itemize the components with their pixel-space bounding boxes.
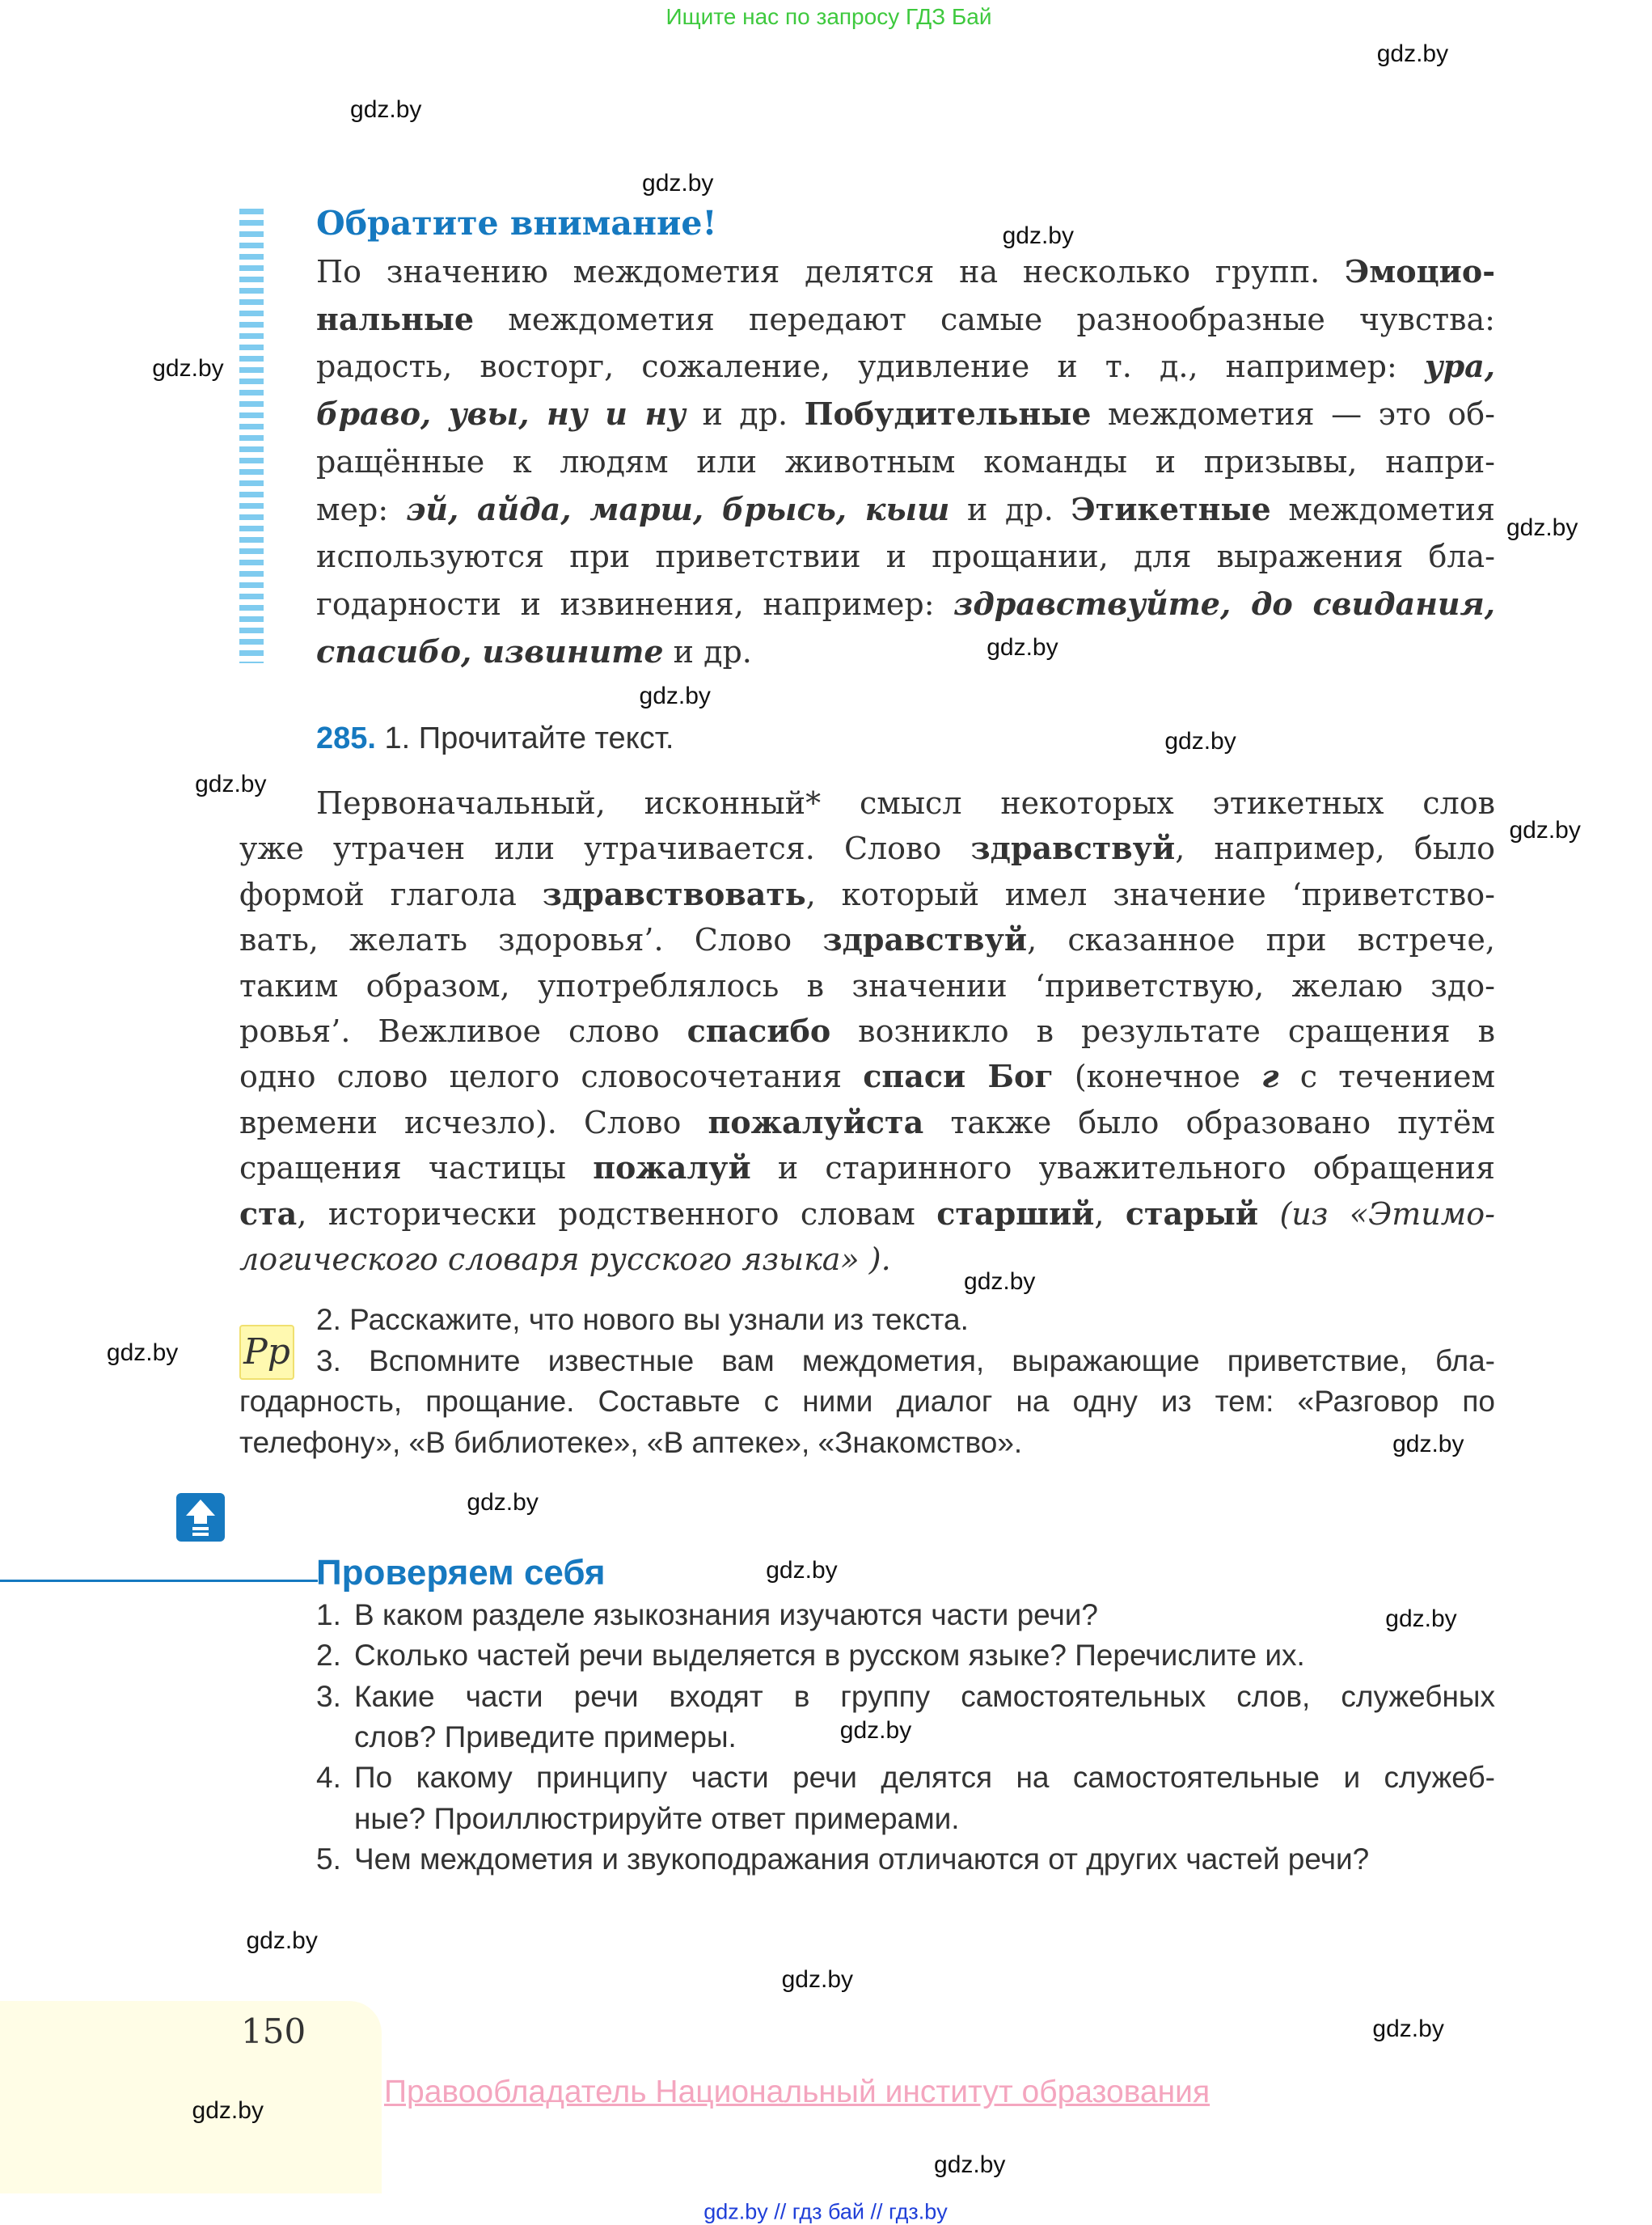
exercise-text-line — [239, 1009, 1495, 1054]
attention-line — [316, 533, 1495, 580]
watermark: gdz.by — [1376, 40, 1449, 67]
text-segment: здравствовать — [542, 875, 806, 912]
text-segment: нальные — [316, 300, 475, 337]
watermark: gdz.by — [1164, 728, 1236, 755]
attention-stripes — [239, 209, 264, 663]
question-line: слов? Приведите примеры. — [354, 1720, 737, 1753]
exercise-task-line: годарность, прощание. Составьте с ними диалог на одну из тем: «Разговор по — [239, 1385, 1495, 1418]
text-segment: и старинного уважительного обращения — [750, 1150, 1495, 1187]
text-segment: одно слово целого словосочетания — [239, 1059, 864, 1095]
question-line: По какому принципу части речи делятся на самостоятельные и служеб- — [354, 1761, 1495, 1795]
exercise-text-line — [239, 872, 1495, 917]
attention-line — [316, 343, 1495, 390]
watermark: gdz.by — [1002, 222, 1074, 250]
back-to-top-icon[interactable] — [176, 1493, 225, 1542]
watermark: gdz.by — [639, 683, 711, 710]
question-number: 5. — [316, 1842, 341, 1876]
watermark: gdz.by — [350, 95, 422, 123]
watermark: gdz.by — [1385, 1605, 1457, 1633]
exercise-task-1: 1. Прочитайте текст. — [384, 721, 674, 755]
text-segment: ура, — [1424, 348, 1495, 385]
attention-line — [316, 628, 1495, 675]
text-segment: мер: — [316, 491, 406, 527]
question-line: ные? Проиллюстрируйте ответ примерами. — [354, 1801, 960, 1835]
watermark: gdz.by — [781, 1965, 854, 1993]
text-segment: г — [1261, 1058, 1279, 1095]
text-segment: старый — [1125, 1195, 1259, 1232]
question-number: 1. — [316, 1598, 341, 1631]
text-segment: пожалуй — [593, 1149, 751, 1187]
text-segment: таким образом, употреблялось в значении ‘приветствую, желаю здо- — [239, 967, 1495, 1004]
exercise-text-line — [239, 1237, 1495, 1282]
text-segment: , например, было — [1175, 831, 1495, 867]
text-segment: (из «Этимо- — [1258, 1195, 1495, 1232]
search-hint: Ищите нас по запросу ГДЗ Бай — [665, 4, 992, 29]
text-segment: междометия — [1270, 491, 1495, 527]
text-segment: По значению междометия делятся на несколько групп. — [316, 254, 1346, 290]
watermark: gdz.by — [1509, 816, 1581, 844]
text-segment: спасибо, извините — [316, 632, 664, 670]
watermark: gdz.by — [1392, 1430, 1464, 1457]
watermark: gdz.by — [1372, 2016, 1444, 2043]
page-number: 150 — [241, 2011, 306, 2051]
exercise-text-line — [239, 1191, 1495, 1237]
text-segment: эй, айда, марш, брысь, кыш — [405, 490, 950, 527]
text-segment: Первоначальный, исконный* смысл некоторых этикетных слов — [316, 785, 1495, 821]
text-segment: уже утрачен или утрачивается. Слово — [239, 831, 971, 867]
question-line: Сколько частей речи выделяется в русском языке? Перечислите их. — [354, 1639, 1305, 1673]
watermark: gdz.by — [195, 771, 267, 798]
watermark: gdz.by — [934, 2151, 1006, 2178]
text-segment: , который имел значение ‘приветство- — [805, 876, 1495, 912]
text-segment: браво, увы, ну и ну — [316, 396, 686, 433]
exercise-header — [316, 721, 674, 756]
text-segment: возникло в результате сращения в — [830, 1013, 1495, 1049]
attention-line — [316, 581, 1495, 628]
rights-holder-link[interactable]: Правообладатель Национальный институт образования — [384, 2075, 1210, 2109]
text-segment: и др. — [949, 491, 1071, 527]
text-segment: сращения частицы — [239, 1150, 594, 1187]
exercise-number: 285. — [316, 721, 376, 755]
text-segment: старший — [936, 1195, 1095, 1232]
attention-title: Обратите внимание! — [316, 204, 717, 243]
attention-line — [316, 296, 1495, 343]
exercise-text-line — [239, 1145, 1495, 1191]
watermark: gdz.by — [152, 355, 224, 383]
exercise-task-line: 3. Вспомните известные вам междометия, выражающие приветствие, бла- — [316, 1343, 1495, 1377]
watermark: gdz.by — [964, 1267, 1036, 1295]
exercise-task-line: телефону», «В библиотеке», «В аптеке», «Знакомство». — [239, 1425, 1023, 1459]
exercise-text-line — [239, 1100, 1495, 1145]
watermark: gdz.by — [106, 1339, 179, 1366]
watermark: gdz.by — [1506, 514, 1578, 542]
section-divider — [0, 1580, 318, 1582]
text-segment: , сказанное при встрече, — [1027, 922, 1495, 958]
text-segment: пожалуйста — [708, 1103, 924, 1140]
exercise-text-line — [239, 1054, 1495, 1099]
text-segment: логического словаря русского языка» ). — [239, 1242, 891, 1277]
text-segment: и др. — [663, 633, 752, 670]
text-segment: времени исчезло). Слово — [239, 1104, 708, 1140]
exercise-text-line — [239, 826, 1495, 871]
text-segment: , исторически родственного словам — [297, 1195, 937, 1232]
text-segment: (конечное — [1053, 1059, 1262, 1095]
question-line: В каком разделе языкознания изучаются части речи? — [354, 1598, 1099, 1631]
self-check-title: Проверяем себя — [316, 1553, 606, 1593]
text-segment: используются при приветствии и прощании, для выражения бла- — [316, 539, 1495, 575]
text-segment: здравствуй — [822, 921, 1028, 958]
speech-task-icon: Pp — [239, 1325, 294, 1380]
watermark: gdz.by — [192, 2096, 264, 2124]
watermark: gdz.by — [642, 170, 714, 197]
watermark: gdz.by — [766, 1557, 838, 1584]
text-segment: вать, желать здоровья’. Слово — [239, 922, 823, 958]
text-segment: ращённые к людям или животным команды и призывы, напри- — [316, 443, 1495, 480]
exercise-task-line: 2. Расскажите, что нового вы узнали из текста. — [316, 1303, 969, 1336]
text-segment: здравствуйте, до свидания, — [953, 585, 1496, 622]
text-segment: междометия — это об- — [1091, 396, 1495, 433]
text-segment: ровья’. Вежливое слово — [239, 1013, 687, 1049]
footer-links[interactable]: gdz.by // гдз бай // гдз.by — [703, 2199, 948, 2224]
text-segment: спаси Бог — [863, 1058, 1054, 1095]
attention-line — [316, 438, 1495, 485]
question-line: Чем междометия и звукоподражания отличаются от других частей речи? — [354, 1842, 1370, 1876]
text-segment: , — [1094, 1195, 1126, 1232]
text-segment: формой глагола — [239, 876, 543, 912]
text-segment: ста — [239, 1195, 298, 1232]
exercise-text-line — [316, 780, 1495, 826]
exercise-text-line — [239, 917, 1495, 962]
text-segment: Эмоцио- — [1345, 253, 1495, 290]
text-segment: междометия передают самые разнообразные чувства: — [474, 301, 1495, 337]
text-segment: радость, восторг, сожаление, удивление и т. д., например: — [316, 349, 1425, 385]
text-segment: Этикетные — [1071, 490, 1271, 527]
text-segment: также было образовано путём — [923, 1104, 1495, 1140]
text-segment: здравствуй — [970, 830, 1176, 867]
text-segment: Побудительные — [804, 396, 1092, 433]
question-number: 4. — [316, 1761, 341, 1795]
watermark: gdz.by — [987, 634, 1058, 662]
question-line: Какие части речи входят в группу самостоятельных слов, служебных — [354, 1679, 1495, 1713]
watermark: gdz.by — [839, 1716, 912, 1744]
page-corner — [0, 2001, 382, 2193]
text-segment: и др. — [685, 396, 805, 433]
exercise-text-line — [239, 963, 1495, 1009]
text-segment: спасибо — [687, 1013, 831, 1049]
text-segment: с течением — [1278, 1059, 1495, 1095]
text-segment: годарности и извинения, например: — [316, 586, 954, 622]
attention-line — [316, 391, 1495, 438]
attention-line — [316, 248, 1495, 295]
attention-line — [316, 486, 1495, 533]
watermark: gdz.by — [246, 1927, 318, 1955]
watermark: gdz.by — [467, 1488, 539, 1516]
question-number: 3. — [316, 1679, 341, 1713]
question-number: 2. — [316, 1639, 341, 1673]
